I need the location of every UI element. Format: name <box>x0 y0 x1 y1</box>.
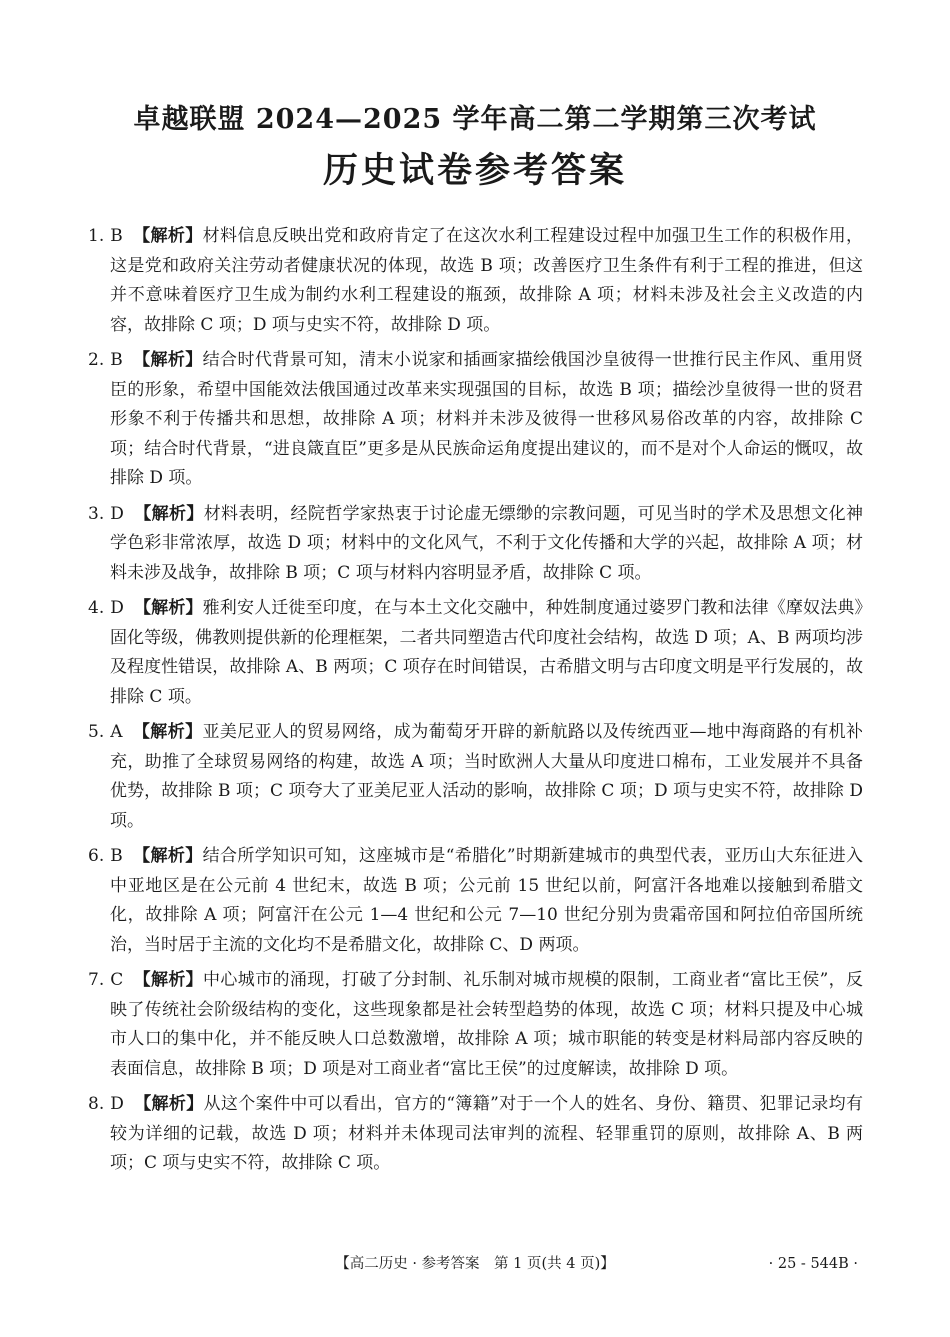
document-header <box>0 100 950 196</box>
analysis-tag: 【解析】 <box>133 1094 204 1114</box>
footer-page-info: 【高二历史 · 参考答案 第 1 页(共 4 页)】 <box>335 1256 615 1272</box>
question-number: 8. <box>88 1094 105 1114</box>
question-number: 4. <box>88 598 105 618</box>
answer-letter: D <box>110 1094 124 1114</box>
analysis-tag: 【解析】 <box>132 722 203 742</box>
answer-list <box>88 222 863 1185</box>
answer-letter: C <box>110 970 124 990</box>
footer-code: · 25 - 544B · <box>768 1256 858 1272</box>
analysis-tag: 【解析】 <box>133 970 204 990</box>
analysis-tag: 【解析】 <box>133 503 204 524</box>
answer-item <box>88 718 863 836</box>
question-number: 1. <box>88 226 105 246</box>
analysis-text: 雅利安人迁徙至印度，在与本土文化交融中，种姓制度通过婆罗门教和法律《摩奴法典》固化等级，佛教则提供新的伦理框架，二者共同塑造古代印度社会结构，故选 D 项；A、B 两项均涉及程度性错误，故排除 A、B 两项；C 项存在时间错误，古希腊文明与古印度文明是平行发展的，故排除 C 项。 <box>110 598 864 707</box>
analysis-tag: 【解析】 <box>133 598 203 618</box>
analysis-text: 亚美尼亚人的贸易网络，成为葡萄牙开辟的新航路以及传统西亚—地中海商路的有机补充，助推了全球贸易网络的构建，故选 A 项；当时欧洲人大量从印度进口棉布，工业发展并不具备优势，故排除 B 项；C 项夸大了亚美尼亚人活动的影响，故排除 C 项；D 项与史实不符，故排除 D 项。 <box>110 722 864 831</box>
answer-item <box>88 500 863 589</box>
question-number: 3. <box>88 503 105 524</box>
page-footer <box>0 1252 950 1276</box>
answer-letter: B <box>110 846 123 866</box>
answer-item <box>88 594 863 712</box>
analysis-text: 材料表明，经院哲学家热衷于讨论虚无缥缈的宗教问题，可见当时的学术及思想文化神学色彩非常浓厚，故选 D 项；材料中的文化风气，不利于文化传播和大学的兴起，故排除 A 项；材料未涉及战争，故排除 B 项；C 项与材料内容明显矛盾，故排除 C 项。 <box>110 503 864 583</box>
analysis-text: 结合所学知识可知，这座城市是“希腊化”时期新建城市的典型代表，亚历山大东征进入中亚地区是在公元前 4 世纪末，故选 B 项；公元前 15 世纪以前，阿富汗各地难以接触到希腊文化，故排除 A 项；阿富汗在公元 1—4 世纪和公元 7—10 世纪分别为贵霜帝国和阿拉伯帝国所统治，当时居于主流的文化均不是希腊文化，故排除 C、D 两项。 <box>110 846 864 955</box>
answer-item <box>88 1090 863 1179</box>
answer-item <box>88 222 863 340</box>
analysis-text: 从这个案件中可以看出，官方的“簿籍”对于一个人的姓名、身份、籍贯、犯罪记录均有较为详细的记载，故选 D 项；材料并未体现司法审判的流程、轻罪重罚的原则，故排除 A、B 两项；C 项与史实不符，故排除 C 项。 <box>110 1094 863 1173</box>
answer-letter: B <box>110 226 123 246</box>
analysis-tag: 【解析】 <box>132 846 203 866</box>
analysis-text: 中心城市的涌现，打破了分封制、礼乐制对城市规模的限制，工商业者“富比王侯”，反映了传统社会阶级结构的变化，这些现象都是社会转型趋势的体现，故选 C 项；材料只提及中心城市人口的集中化，并不能反映人口总数激增，故排除 A 项；城市职能的转变是材料局部内容反映的表面信息，故排除 B 项；D 项是对工商业者“富比王侯”的过度解读，故排除 D 项。 <box>110 970 864 1079</box>
question-number: 5. <box>88 722 105 742</box>
question-number: 7. <box>88 970 105 990</box>
answer-letter: D <box>110 598 124 618</box>
question-number: 2. <box>88 350 105 370</box>
answer-item <box>88 346 863 494</box>
question-number: 6. <box>88 846 105 866</box>
analysis-tag: 【解析】 <box>132 226 203 246</box>
answer-item <box>88 842 863 960</box>
analysis-text: 结合时代背景可知，清末小说家和插画家描绘俄国沙皇彼得一世推行民主作风、重用贤臣的形象，希望中国能效法俄国通过改革来实现强国的目标，故选 B 项；描绘沙皇彼得一世的贤君形象不利于传播共和思想，故排除 A 项；材料并未涉及彼得一世移风易俗改革的内容，故排除 C 项；结合时代背景，“进良箴直臣”更多是从民族命运角度提出建议的，而不是对个人命运的慨叹，故排除 D 项。 <box>110 350 863 488</box>
answer-letter: A <box>110 722 123 742</box>
answer-item <box>88 966 863 1084</box>
answer-letter: D <box>110 503 124 524</box>
analysis-tag: 【解析】 <box>132 350 203 370</box>
analysis-text: 材料信息反映出党和政府肯定了在这次水利工程建设过程中加强卫生工作的积极作用，这是党和政府关注劳动者健康状况的体现，故选 B 项；改善医疗卫生条件有利于工程的推进，但这并不意味着医疗卫生成为制约水利工程建设的瓶颈，故排除 A 项；材料未涉及社会主义改造的内容，故排除 C 项；D 项与史实不符，故排除 D 项。 <box>110 226 863 335</box>
exam-title: 卓越联盟 2024—2025 学年高二第二学期第三次考试 <box>133 104 817 135</box>
answer-letter: B <box>110 350 123 370</box>
answer-key-title: 历史试卷参考答案 <box>322 150 627 191</box>
